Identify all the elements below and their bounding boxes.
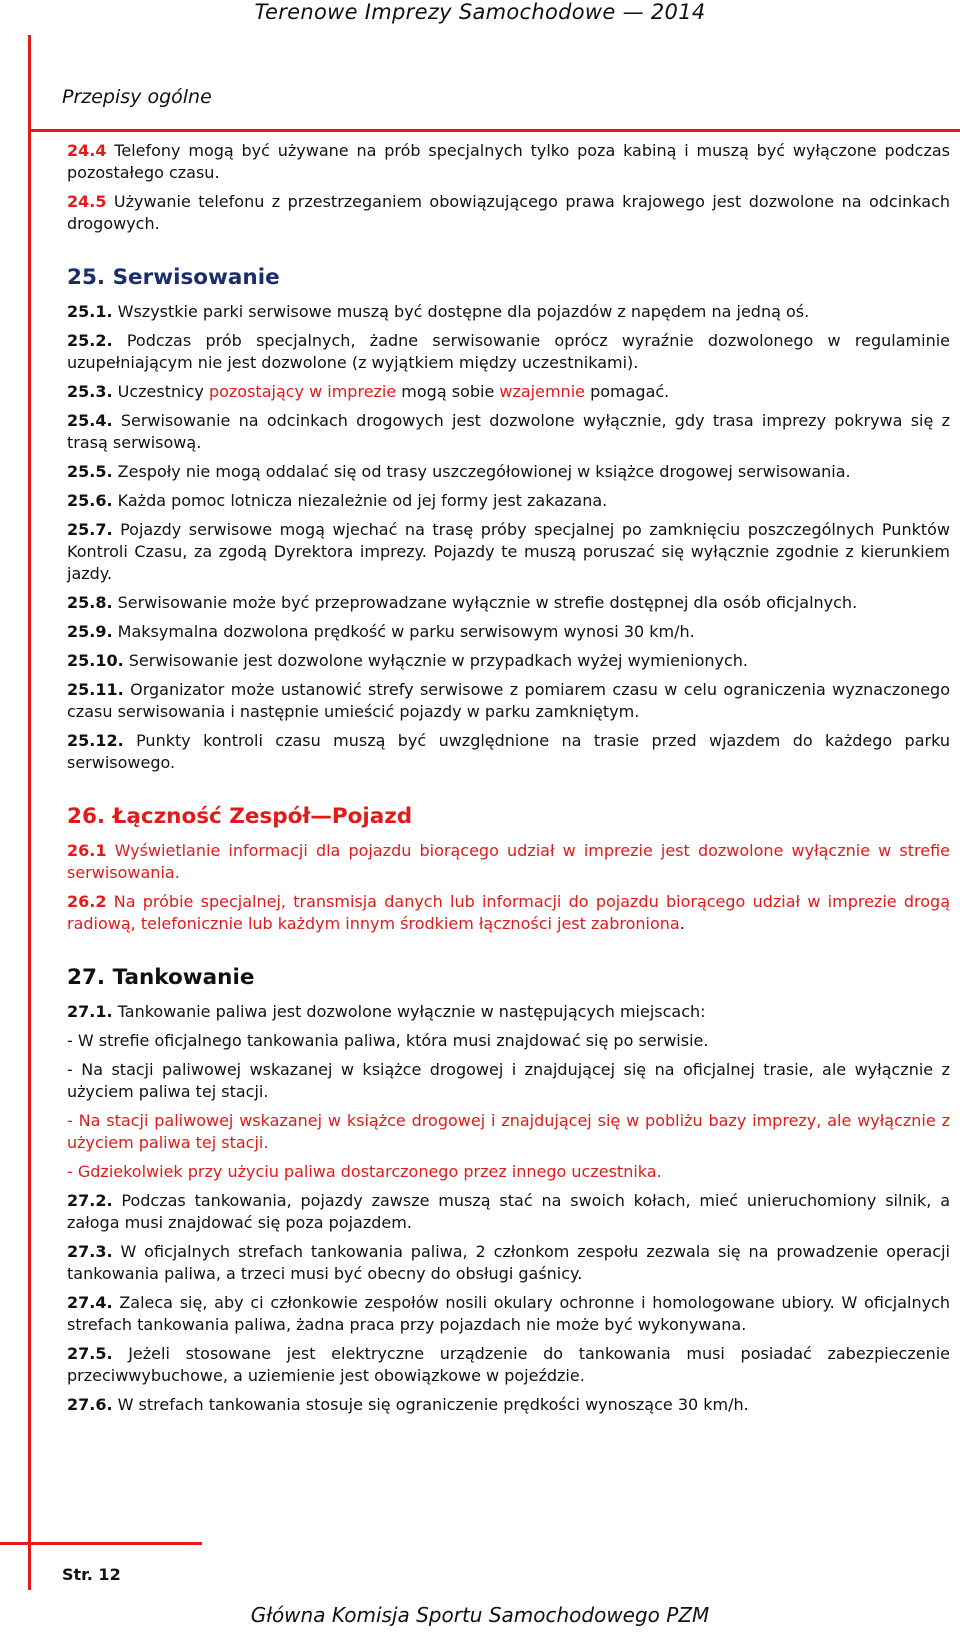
heading-25: 25. Serwisowanie <box>67 265 280 290</box>
item-number: 27.4. <box>67 1293 113 1312</box>
item-number: 25.6. <box>67 491 113 510</box>
item-number: 25.10. <box>67 651 124 670</box>
item-text: Maksymalna dozwolona prędkość w parku serwisowym wynosi 30 km/h. <box>112 622 695 641</box>
paragraph-27-6 <box>67 1394 950 1416</box>
footer-rule <box>0 1542 202 1545</box>
document-body <box>67 140 950 1423</box>
item-number: 27.6. <box>67 1395 113 1414</box>
item-text: Tankowanie paliwa jest dozwolone wyłącznie w następujących miejscach: <box>112 1002 706 1021</box>
item-number: 26.1 <box>67 841 107 860</box>
item-text: Zespoły nie mogą oddalać się od trasy uszczegółowionej w książce drogowej serwisowania. <box>112 462 851 481</box>
paragraph-25-10 <box>67 650 950 672</box>
bullet-station-route: - Na stacji paliwowej wskazanej w książce drogowej i znajdującej się na oficjalnej trasie, ale wyłącznie z użyciem paliwa tej stacji. <box>67 1060 950 1101</box>
item-number: 25.3. <box>67 382 113 401</box>
item-number: 25.11. <box>67 680 124 699</box>
item-number: 27.5. <box>67 1344 113 1363</box>
paragraph-27-3 <box>67 1241 950 1285</box>
paragraph-25-1 <box>67 301 950 323</box>
item-text: Telefony mogą być używane na prób specjalnych tylko poza kabiną i muszą być wyłączone podczas pozostałego czasu. <box>67 141 950 182</box>
item-text: Pojazdy serwisowe mogą wjechać na trasę próby specjalnej po zamknięciu poszczególnych Punktów Kontroli Czasu, za zgodą Dyrektora imprezy. Pojazdy te muszą poruszać się wyłącznie zgodnie z kierunkiem jazdy. <box>67 520 950 583</box>
item-text: Każda pomoc lotnicza niezależnie od jej formy jest zakazana. <box>112 491 608 510</box>
bullet-station-near-base: - Na stacji paliwowej wskazanej w książce drogowej i znajdującej się w pobliżu bazy imprezy, ale wyłącznie z użyciem paliwa tej stacji. <box>67 1111 950 1152</box>
bullet-other-competitor: - Gdziekolwiek przy użyciu paliwa dostarczonego przez innego uczestnika. <box>67 1162 662 1181</box>
item-number: 27.2. <box>67 1191 113 1210</box>
item-text: Serwisowanie może być przeprowadzane wyłącznie w strefie dostępnej dla osób oficjalnych. <box>112 593 858 612</box>
heading-26: 26. Łączność Zespół—Pojazd <box>67 804 413 829</box>
item-text: Podczas tankowania, pojazdy zawsze muszą stać na swoich kołach, mieć unieruchomiony silnik, a załoga musi znajdować się poza pojazdem. <box>67 1191 950 1232</box>
paragraph-26-2 <box>67 891 950 935</box>
paragraph-25-6 <box>67 490 950 512</box>
item-text: Serwisowanie jest dozwolone wyłącznie w przypadkach wyżej wymienionych. <box>123 651 749 670</box>
section-25-items <box>67 301 950 774</box>
item-text: Podczas prób specjalnych, żadne serwisowanie oprócz wyraźnie dozwolonego w regulaminie uzupełniającym nie jest dozwolone (z wyjątkiem między uczestnikami). <box>67 331 950 372</box>
item-text: Organizator może ustanowić strefy serwisowe z pomiarem czasu w celu ograniczenia wyznaczonego czasu serwisowania i następnie umieścić pojazdy w parku zamkniętym. <box>67 680 950 721</box>
paragraph-25-9 <box>67 621 950 643</box>
item-number: 27.1. <box>67 1002 113 1021</box>
item-number: 26.2 <box>67 892 107 911</box>
paragraph-24-4 <box>67 140 950 184</box>
item-number: 25.4. <box>67 411 113 430</box>
item-number: 25.12. <box>67 731 124 750</box>
paragraph-26-1 <box>67 840 950 884</box>
paragraph-25-4 <box>67 410 950 454</box>
header-rule <box>28 129 960 132</box>
section-label: Przepisy ogólne <box>62 86 212 108</box>
item-text: mogą sobie <box>396 382 500 401</box>
paragraph-25-8 <box>67 592 950 614</box>
item-number: 24.4 <box>67 141 107 160</box>
item-text: Na próbie specjalnej, transmisja danych lub informacji do pojazdu biorącego udział w imprezie drogą radiową, telefonicznie lub każdym innym środkiem łączności jest zabroniona <box>67 892 950 933</box>
paragraph-27-5 <box>67 1343 950 1387</box>
item-number: 25.2. <box>67 331 113 350</box>
paragraph-25-2 <box>67 330 950 374</box>
item-number: 25.1. <box>67 302 113 321</box>
running-header: Terenowe Imprezy Samochodowe — 2014 <box>254 0 706 24</box>
paragraph-25-7 <box>67 519 950 585</box>
item-text: Uczestnicy <box>112 382 209 401</box>
item-number: 25.7. <box>67 520 113 539</box>
item-number: 25.9. <box>67 622 113 641</box>
item-text: W oficjalnych strefach tankowania paliwa, 2 członkom zespołu zezwala się na prowadzenie operacji tankowania paliwa, a trzeci musi być obecny do obsługi gaśnicy. <box>67 1242 950 1283</box>
item-text: Jeżeli stosowane jest elektryczne urządzenie do tankowania musi posiadać zabezpieczenie przeciwwybuchowe, a uziemienie jest obowiązkowe w pojeździe. <box>67 1344 950 1385</box>
heading-27: 27. Tankowanie <box>67 965 255 990</box>
item-text: Zaleca się, aby ci członkowie zespołów nosili okulary ochronne i homologowane ubiory. W oficjalnych strefach tankowania paliwa, żadna praca przy pojazdach nie może być wykonywana. <box>67 1293 950 1334</box>
paragraph-25-3 <box>67 381 950 403</box>
item-number: 25.8. <box>67 593 113 612</box>
item-text-highlight: wzajemnie <box>499 382 585 401</box>
paragraph-27-1 <box>67 1001 950 1023</box>
paragraph-25-12 <box>67 730 950 774</box>
item-text: Punkty kontroli czasu muszą być uwzględnione na trasie przed wjazdem do każdego parku serwisowego. <box>67 731 950 772</box>
page-number: Str. 12 <box>62 1565 121 1584</box>
item-text-tail: . <box>679 914 685 933</box>
item-text-highlight: pozostający w imprezie <box>208 382 397 401</box>
item-text: Używanie telefonu z przestrzeganiem obowiązującego prawa krajowego jest dozwolone na odcinkach drogowych. <box>67 192 950 233</box>
item-text: Wszystkie parki serwisowe muszą być dostępne dla pojazdów z napędem na jedną oś. <box>112 302 810 321</box>
bullet-fuel-zone: - W strefie oficjalnego tankowania paliwa, która musi znajdować się po serwisie. <box>67 1031 709 1050</box>
running-footer: Główna Komisja Sportu Samochodowego PZM <box>250 1603 710 1627</box>
paragraph-25-11 <box>67 679 950 723</box>
margin-rule-vertical <box>28 35 31 1590</box>
section-27-items <box>67 1190 950 1416</box>
paragraph-25-5 <box>67 461 950 483</box>
paragraph-27-4 <box>67 1292 950 1336</box>
item-number: 24.5 <box>67 192 107 211</box>
item-text: pomagać. <box>584 382 670 401</box>
paragraph-24-5 <box>67 191 950 235</box>
paragraph-27-2 <box>67 1190 950 1234</box>
item-text: W strefach tankowania stosuje się ograniczenie prędkości wynoszące 30 km/h. <box>112 1395 749 1414</box>
item-text: Serwisowanie na odcinkach drogowych jest dozwolone wyłącznie, gdy trasa imprezy pokrywa się z trasą serwisową. <box>67 411 950 452</box>
item-text: Wyświetlanie informacji dla pojazdu biorącego udział w imprezie jest dozwolone wyłącznie w strefie serwisowania. <box>67 841 950 882</box>
item-number: 27.3. <box>67 1242 113 1261</box>
item-number: 25.5. <box>67 462 113 481</box>
